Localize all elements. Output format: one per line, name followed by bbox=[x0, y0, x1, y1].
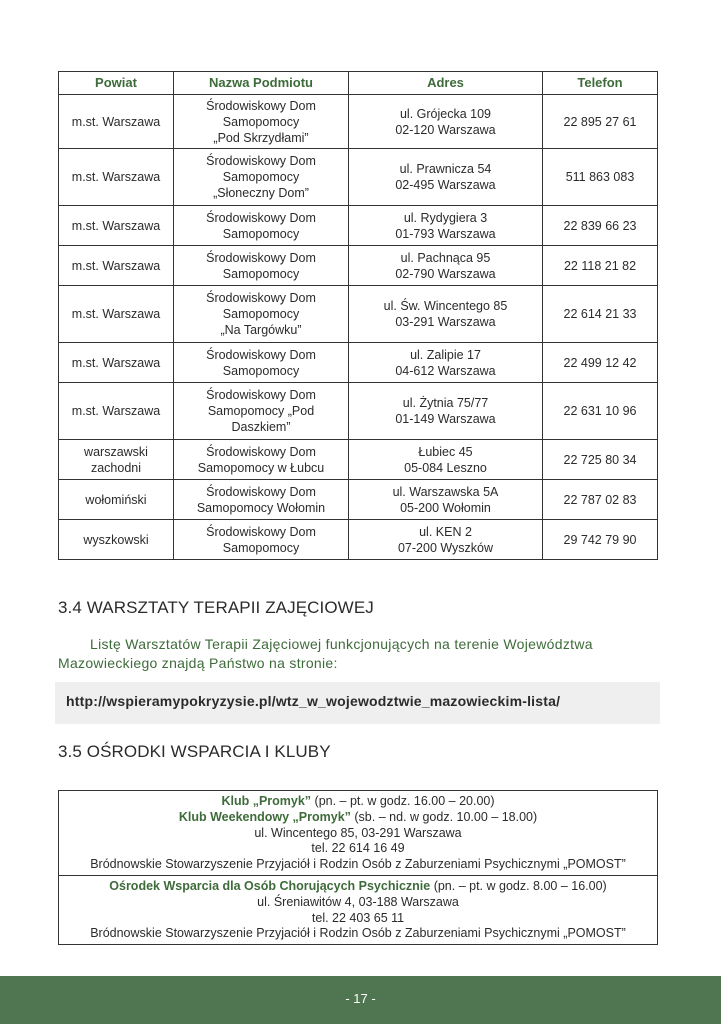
cell-telefon: 22 839 66 23 bbox=[543, 206, 658, 246]
cell-adres: ul. Rydygiera 3 01-793 Warszawa bbox=[349, 206, 543, 246]
table-row bbox=[59, 95, 658, 149]
cell-powiat: m.st. Warszawa bbox=[59, 246, 174, 286]
header-powiat: Powiat bbox=[59, 72, 174, 95]
cell-nazwa: Środowiskowy Dom Samopomocy w Łubcu bbox=[174, 440, 349, 480]
osrodek-wsparcia-entry bbox=[59, 875, 657, 944]
table-row bbox=[59, 440, 658, 480]
cell-adres: ul. Św. Wincentego 85 03-291 Warszawa bbox=[349, 286, 543, 343]
cell-adres: ul. Żytnia 75/77 01-149 Warszawa bbox=[349, 383, 543, 440]
table-row bbox=[59, 520, 658, 560]
cell-nazwa: Środowiskowy Dom Samopomocy bbox=[174, 206, 349, 246]
cell-nazwa: Środowiskowy Dom Samopomocy bbox=[174, 246, 349, 286]
center-phone: tel. 22 403 65 11 bbox=[311, 910, 405, 925]
center-organization: Bródnowskie Stowarzyszenie Przyjaciół i Rodzin Osób z Zaburzeniami Psychicznymi „POMOST” bbox=[90, 926, 626, 941]
wtz-list-link[interactable]: http://wspieramypokryzysie.pl/wtz_w_wojewodztwie_mazowieckim-lista/ bbox=[66, 693, 561, 709]
cell-adres: ul. KEN 2 07-200 Wyszków bbox=[349, 520, 543, 560]
center-hours: (pn. – pt. w godz. 8.00 – 16.00) bbox=[430, 878, 607, 893]
club-name: Klub Weekendowy „Promyk” bbox=[178, 809, 351, 824]
center-name: Ośrodek Wsparcia dla Osób Chorujących Psychicznie bbox=[109, 878, 431, 893]
club-name: Klub „Promyk” bbox=[221, 794, 312, 808]
cell-adres: ul. Pachnąca 95 02-790 Warszawa bbox=[349, 246, 543, 286]
cell-telefon: 29 742 79 90 bbox=[543, 520, 658, 560]
cell-nazwa: Środowiskowy Dom Samopomocy bbox=[174, 343, 349, 383]
cell-powiat: wyszkowski bbox=[59, 520, 174, 560]
club-hours: (pn. – pt. w godz. 16.00 – 20.00) bbox=[311, 794, 495, 808]
support-centers-box bbox=[58, 790, 658, 945]
cell-adres: Łubiec 45 05-084 Leszno bbox=[349, 440, 543, 480]
center-address: ul. Śreniawitów 4, 03-188 Warszawa bbox=[257, 894, 459, 909]
club-hours: (sb. – nd. w godz. 10.00 – 18.00) bbox=[350, 809, 538, 824]
cell-telefon: 22 787 02 83 bbox=[543, 480, 658, 520]
club-organization: Bródnowskie Stowarzyszenie Przyjaciół i Rodzin Osób z Zaburzeniami Psychicznymi „POMOST” bbox=[90, 857, 626, 872]
cell-powiat: m.st. Warszawa bbox=[59, 206, 174, 246]
table-row bbox=[59, 343, 658, 383]
facility-table bbox=[58, 71, 658, 560]
cell-telefon: 22 118 21 82 bbox=[543, 246, 658, 286]
cell-powiat: m.st. Warszawa bbox=[59, 286, 174, 343]
cell-adres: ul. Prawnicza 54 02-495 Warszawa bbox=[349, 149, 543, 206]
cell-telefon: 22 725 80 34 bbox=[543, 440, 658, 480]
cell-nazwa: Środowiskowy Dom Samopomocy „Pod Daszkiem” bbox=[174, 383, 349, 440]
cell-adres: ul. Zalipie 17 04-612 Warszawa bbox=[349, 343, 543, 383]
url-box bbox=[55, 682, 660, 724]
table-row bbox=[59, 480, 658, 520]
cell-adres: ul. Grójecka 109 02-120 Warszawa bbox=[349, 95, 543, 149]
table-row bbox=[59, 286, 658, 343]
warsztaty-text: Listę Warsztatów Terapii Zajęciowej funkcjonujących na terenie Województwa Mazowieckiego znajdą Państwo na stronie: bbox=[58, 636, 593, 671]
cell-telefon: 22 895 27 61 bbox=[543, 95, 658, 149]
cell-telefon: 22 614 21 33 bbox=[543, 286, 658, 343]
table-header-row bbox=[59, 72, 658, 95]
section-title-warsztaty: 3.4 WARSZTATY TERAPII ZAJĘCIOWEJ bbox=[58, 598, 374, 617]
page-number: - 17 - bbox=[345, 991, 376, 1006]
page-footer bbox=[0, 976, 721, 1024]
club-address: ul. Wincentego 85, 03-291 Warszawa bbox=[254, 825, 462, 840]
cell-nazwa: Środowiskowy Dom Samopomocy „Pod Skrzydłami” bbox=[174, 95, 349, 149]
cell-powiat: m.st. Warszawa bbox=[59, 383, 174, 440]
table-row bbox=[59, 246, 658, 286]
cell-nazwa: Środowiskowy Dom Samopomocy Wołomin bbox=[174, 480, 349, 520]
cell-powiat: m.st. Warszawa bbox=[59, 343, 174, 383]
cell-adres: ul. Warszawska 5A 05-200 Wołomin bbox=[349, 480, 543, 520]
cell-telefon: 22 631 10 96 bbox=[543, 383, 658, 440]
cell-powiat: wołomiński bbox=[59, 480, 174, 520]
table-row bbox=[59, 149, 658, 206]
header-adres: Adres bbox=[349, 72, 543, 95]
table-row bbox=[59, 206, 658, 246]
cell-powiat: m.st. Warszawa bbox=[59, 95, 174, 149]
cell-telefon: 22 499 12 42 bbox=[543, 343, 658, 383]
cell-nazwa: Środowiskowy Dom Samopomocy bbox=[174, 520, 349, 560]
section-title-osrodki: 3.5 OŚRODKI WSPARCIA I KLUBY bbox=[58, 742, 331, 761]
warsztaty-paragraph bbox=[58, 635, 658, 673]
cell-nazwa: Środowiskowy Dom Samopomocy „Na Targówku” bbox=[174, 286, 349, 343]
header-telefon: Telefon bbox=[543, 72, 658, 95]
header-nazwa: Nazwa Podmiotu bbox=[174, 72, 349, 95]
cell-powiat: warszawski zachodni bbox=[59, 440, 174, 480]
club-promyk-entry bbox=[59, 791, 657, 875]
club-phone: tel. 22 614 16 49 bbox=[311, 841, 405, 856]
cell-telefon: 511 863 083 bbox=[543, 149, 658, 206]
cell-nazwa: Środowiskowy Dom Samopomocy „Słoneczny Dom” bbox=[174, 149, 349, 206]
cell-powiat: m.st. Warszawa bbox=[59, 149, 174, 206]
table-row bbox=[59, 383, 658, 440]
